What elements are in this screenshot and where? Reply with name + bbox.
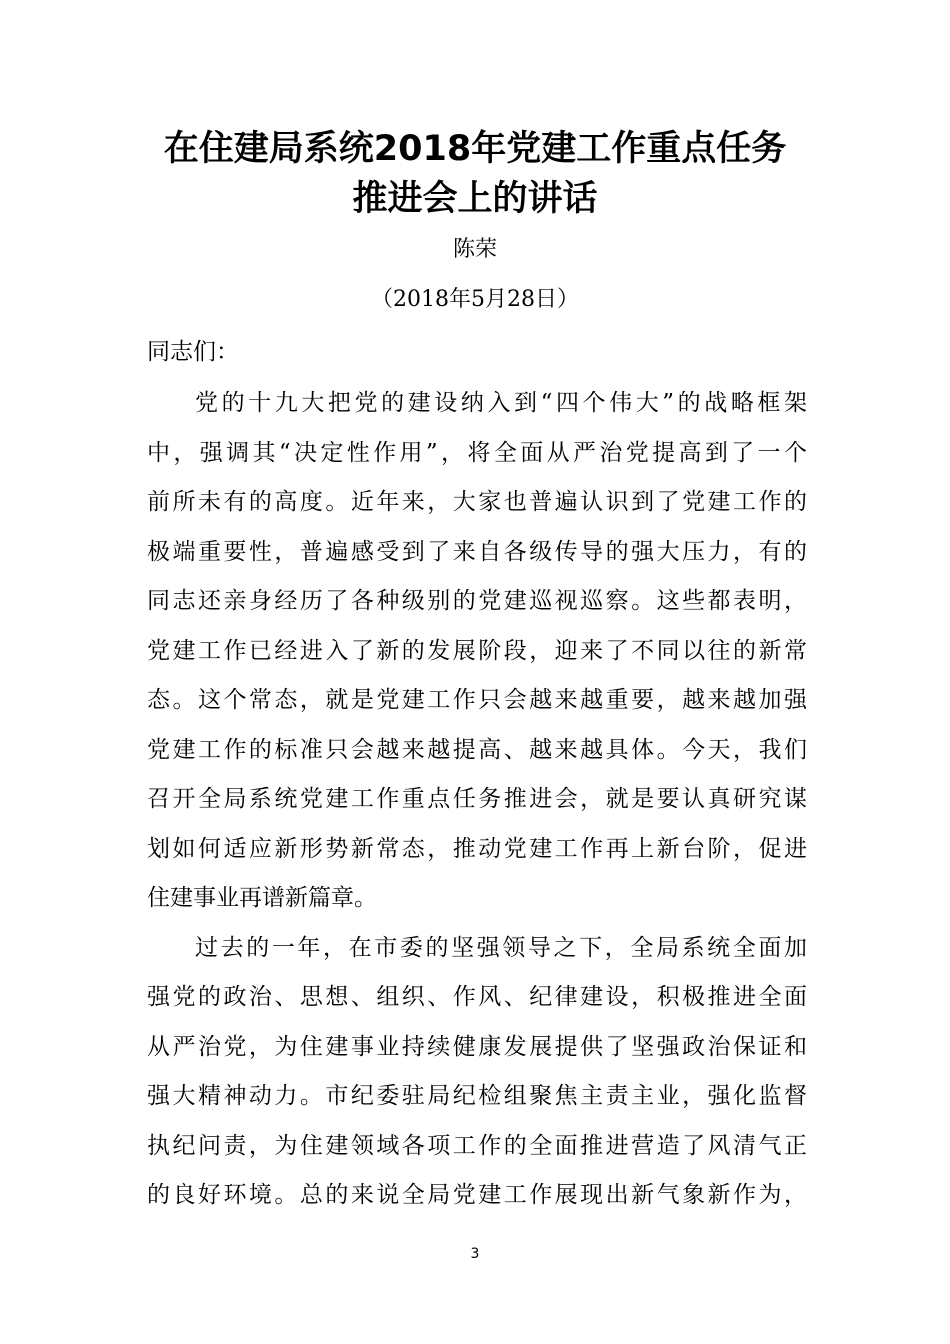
paragraph-1-line: 党建工作已经进入了新的发展阶段，迎来了不同以往的新常 bbox=[147, 638, 807, 664]
paragraph-1-line: 党建工作的标准只会越来越提高、越来越具体。今天，我们 bbox=[147, 737, 807, 763]
document-author: 陈荣 bbox=[452, 237, 497, 262]
paragraph-1-line: 党的十九大把党的建设纳入到“四个伟大”的战略框架 bbox=[195, 390, 807, 416]
paragraph-2-line: 执纪问责，为住建领域各项工作的全面推进营造了风清气正 bbox=[147, 1133, 807, 1159]
paragraph-1-line: 住建事业再谱新篇章。 bbox=[147, 885, 377, 911]
paragraph-1-line: 中，强调其“决定性作用”，将全面从严治党提高到了一个 bbox=[147, 440, 807, 466]
document-title-line-1: 在住建局系统2018年党建工作重点任务 bbox=[163, 129, 787, 169]
paragraph-1-line: 态。这个常态，就是党建工作只会越来越重要，越来越加强 bbox=[147, 687, 807, 713]
paragraph-1-line: 前所未有的高度。近年来，大家也普遍认识到了党建工作的 bbox=[147, 489, 807, 515]
page-number: 3 bbox=[470, 1246, 480, 1262]
salutation: 同志们： bbox=[147, 339, 239, 365]
paragraph-2-line: 强党的政治、思想、组织、作风、纪律建设，积极推进全面 bbox=[147, 984, 807, 1010]
paragraph-1-line: 划如何适应新形势新常态，推动党建工作再上新台阶，促进 bbox=[147, 836, 807, 862]
document-date: （2018年5月28日） bbox=[371, 287, 579, 312]
paragraph-1-line: 召开全局系统党建工作重点任务推进会，就是要认真研究谋 bbox=[147, 786, 807, 812]
paragraph-2-line: 的良好环境。总的来说全局党建工作展现出新气象新作为， bbox=[147, 1182, 807, 1208]
paragraph-1-line: 同志还亲身经历了各种级别的党建巡视巡察。这些都表明， bbox=[147, 588, 807, 614]
paragraph-1-line: 极端重要性，普遍感受到了来自各级传导的强大压力，有的 bbox=[147, 539, 807, 565]
paragraph-2-line: 从严治党，为住建事业持续健康发展提供了坚强政治保证和 bbox=[147, 1034, 807, 1060]
paragraph-2-line: 强大精神动力。市纪委驻局纪检组聚焦主责主业，强化监督 bbox=[147, 1083, 807, 1109]
paragraph-2-line: 过去的一年，在市委的坚强领导之下，全局系统全面加 bbox=[195, 935, 807, 961]
document-title-line-2: 推进会上的讲话 bbox=[352, 179, 598, 219]
